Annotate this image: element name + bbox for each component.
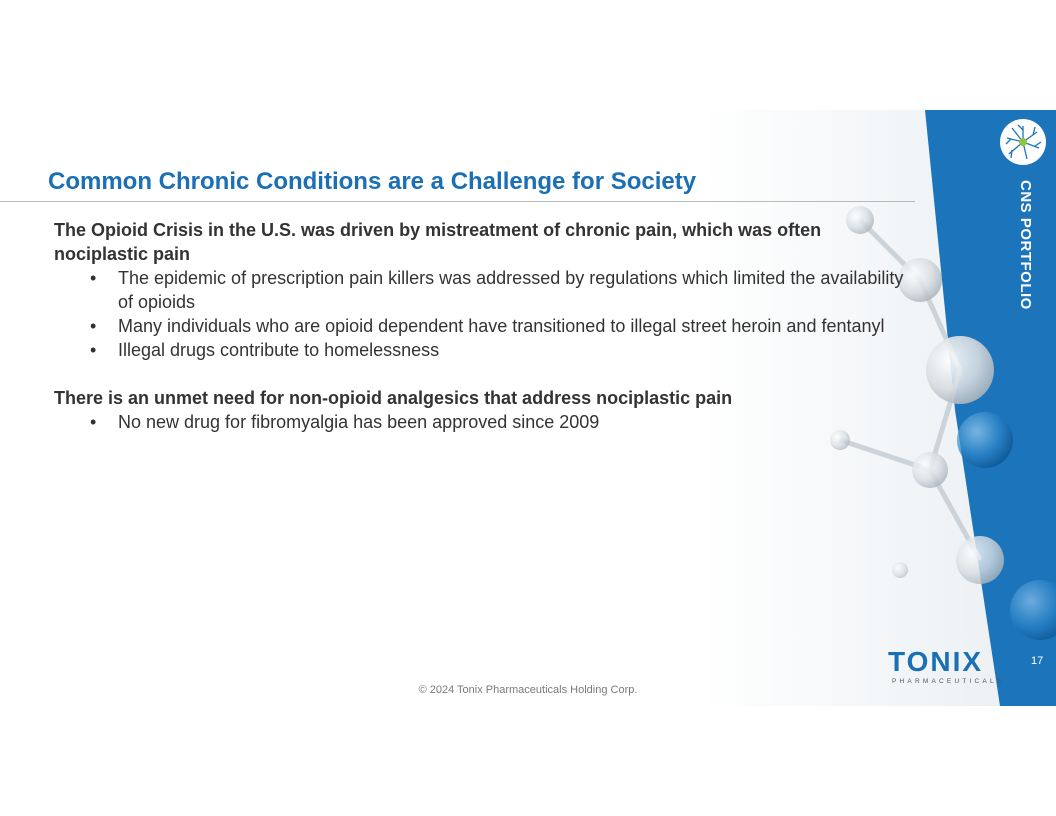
bullet-list: [54, 266, 914, 362]
slide-title: Common Chronic Conditions are a Challenge for Society: [48, 168, 697, 195]
bullet-glyph: •: [90, 316, 97, 336]
bullet-item: [54, 410, 914, 434]
bullet-text: Illegal drugs contribute to homelessness: [118, 340, 440, 360]
logo-subtitle: PHARMACEUTICALS: [892, 678, 1005, 685]
slide: [0, 110, 1056, 706]
section-label: CNS PORTFOLIO: [1017, 180, 1034, 310]
logo-word: TONIX: [888, 646, 984, 677]
bullet-glyph: •: [90, 412, 97, 432]
bullet-text: The epidemic of prescription pain killers was addressed by regulations which limited the availability of opioids: [118, 268, 904, 312]
page-number: 17: [1031, 655, 1044, 667]
copyright-footer: © 2024 Tonix Pharmaceuticals Holding Corp.: [418, 684, 638, 696]
bullet-text: Many individuals who are opioid dependent have transitioned to illegal street heroin and fentanyl: [118, 316, 885, 336]
block-heading: There is an unmet need for non-opioid analgesics that address nociplastic pain: [54, 388, 733, 408]
bullet-glyph: •: [90, 268, 97, 288]
bullet-text: No new drug for fibromyalgia has been approved since 2009: [118, 412, 600, 432]
tonix-logo: [888, 646, 1005, 687]
block-heading: The Opioid Crisis in the U.S. was driven by mistreatment of chronic pain, which was often nociplastic pain: [54, 220, 822, 264]
neuron-icon: [999, 118, 1047, 166]
title-divider: [0, 201, 915, 202]
bullet-item: [54, 314, 914, 338]
bullet-item: [54, 266, 914, 314]
content-body: [54, 218, 914, 434]
bullet-glyph: •: [90, 340, 97, 360]
bullet-list: [54, 410, 914, 434]
bullet-item: [54, 338, 914, 362]
